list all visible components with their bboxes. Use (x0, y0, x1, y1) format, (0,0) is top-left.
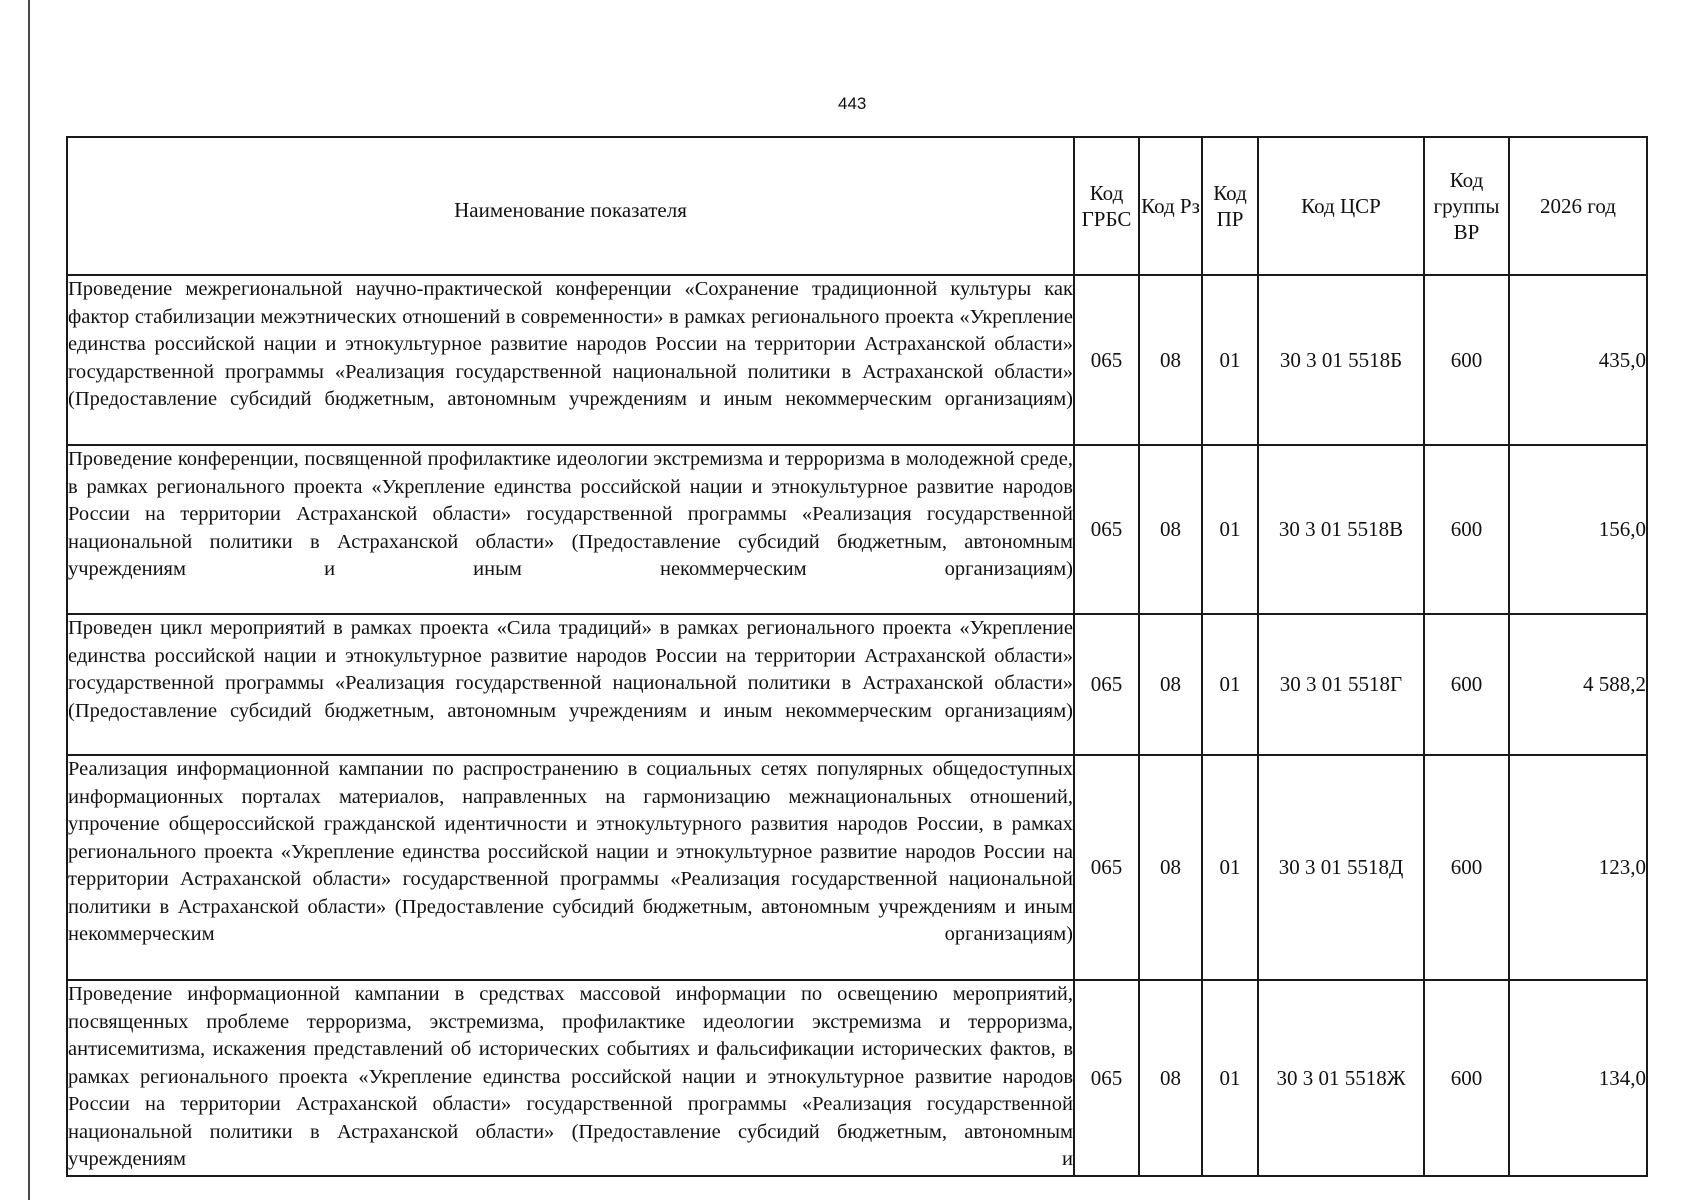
row-csr: 30 3 01 5518Г (1258, 614, 1424, 755)
row-csr: 30 3 01 5518Ж (1258, 980, 1424, 1176)
header-grbs: Код ГРБС (1074, 137, 1139, 275)
row-name: Проведен цикл мероприятий в рамках проекта «Сила традиций» в рамках регионального проекта «Укрепление единства российской нации и этнокультурное развитие народов России на территории Астраханской области» государственной программы «Реализация государственной национальной политики в Астраханской области» (Предоставление субсидий бюджетным, автономным учреждениям и иным некоммерческим организациям) (67, 614, 1074, 755)
header-name: Наименование показателя (67, 137, 1074, 275)
row-grbs: 065 (1074, 275, 1139, 445)
row-pr: 01 (1202, 445, 1258, 614)
row-amount: 156,0 (1509, 445, 1647, 614)
row-vr: 600 (1424, 755, 1509, 980)
row-vr: 600 (1424, 445, 1509, 614)
row-grbs: 065 (1074, 614, 1139, 755)
row-name: Проведение информационной кампании в средствах массовой информации по освещению мероприятий, посвященных проблеме терроризма, экстремизма, профилактике идеологии экстремизма и терроризма, антисемитизма, искажения представлений об исторических событиях и фальсификации исторических фактов, в рамках регионального проекта «Укрепление единства российской нации и этнокультурное развитие народов России на территории Астраханской области» государственной программы «Реализация государственной национальной политики в Астраханской области» (Предоставление субсидий бюджетным, автономным учреждениям и (67, 980, 1074, 1176)
header-vr: Код группы ВР (1424, 137, 1509, 275)
scan-edge-line (28, 0, 30, 1200)
row-name: Проведение конференции, посвященной профилактике идеологии экстремизма и терроризма в молодежной среде, в рамках регионального проекта «Укрепление единства российской нации и этнокультурное развитие народов России на территории Астраханской области» государственной программы «Реализация государственной национальной политики в Астраханской области» (Предоставление субсидий бюджетным, автономным учреждениям и иным некоммерческим организациям) (67, 445, 1074, 614)
header-year: 2026 год (1509, 137, 1647, 275)
row-amount: 123,0 (1509, 755, 1647, 980)
row-grbs: 065 (1074, 980, 1139, 1176)
table-header-row (67, 137, 1647, 275)
row-rz: 08 (1139, 275, 1202, 445)
row-rz: 08 (1139, 614, 1202, 755)
row-pr: 01 (1202, 980, 1258, 1176)
table-row (67, 614, 1647, 755)
table-row (67, 755, 1647, 980)
table-row (67, 980, 1647, 1176)
header-pr: Код ПР (1202, 137, 1258, 275)
row-rz: 08 (1139, 755, 1202, 980)
row-rz: 08 (1139, 980, 1202, 1176)
row-pr: 01 (1202, 275, 1258, 445)
budget-table (66, 136, 1648, 1177)
row-grbs: 065 (1074, 445, 1139, 614)
row-name: Реализация информационной кампании по распространению в социальных сетях популярных общедоступных информационных порталах материалов, направленных на гармонизацию межнациональных отношений, упрочение общероссийской гражданской идентичности и этнокультурного развития народов России, в рамках регионального проекта «Укрепление единства российской нации и этнокультурное развитие народов России на территории Астраханской области» государственной программы «Реализация государственной национальной политики в Астраханской области» (Предоставление субсидий бюджетным, автономным учреждениям и иным некоммерческим организациям) (67, 755, 1074, 980)
row-pr: 01 (1202, 614, 1258, 755)
row-grbs: 065 (1074, 755, 1139, 980)
row-amount: 134,0 (1509, 980, 1647, 1176)
row-amount: 4 588,2 (1509, 614, 1647, 755)
row-pr: 01 (1202, 755, 1258, 980)
row-vr: 600 (1424, 614, 1509, 755)
row-vr: 600 (1424, 275, 1509, 445)
row-amount: 435,0 (1509, 275, 1647, 445)
table-row (67, 275, 1647, 445)
row-name: Проведение межрегиональной научно-практической конференции «Сохранение традиционной культуры как фактор стабилизации межэтнических отношений в современности» в рамках регионального проекта «Укрепление единства российской нации и этнокультурное развитие народов России на территории Астраханской области» государственной программы «Реализация государственной национальной политики в Астраханской области» (Предоставление субсидий бюджетным, автономным учреждениям и иным некоммерческим организациям) (67, 275, 1074, 445)
row-vr: 600 (1424, 980, 1509, 1176)
page-number: 443 (838, 94, 867, 113)
row-csr: 30 3 01 5518В (1258, 445, 1424, 614)
header-rz: Код Рз (1139, 137, 1202, 275)
row-rz: 08 (1139, 445, 1202, 614)
row-csr: 30 3 01 5518Д (1258, 755, 1424, 980)
row-csr: 30 3 01 5518Б (1258, 275, 1424, 445)
header-csr: Код ЦСР (1258, 137, 1424, 275)
table-row (67, 445, 1647, 614)
